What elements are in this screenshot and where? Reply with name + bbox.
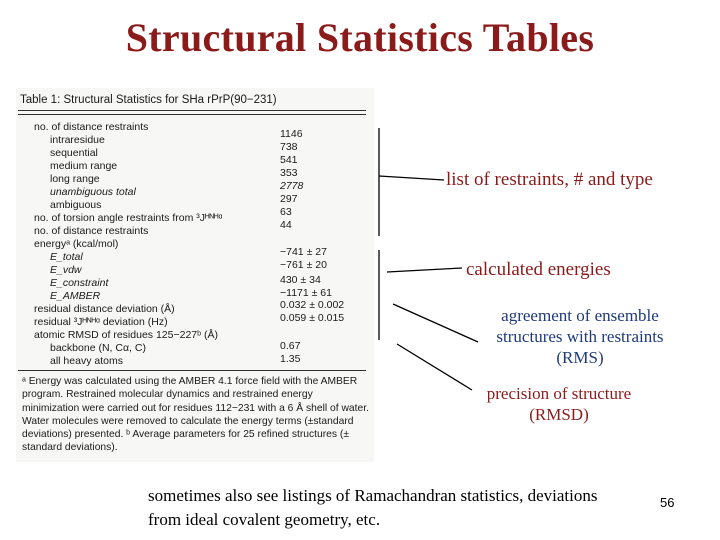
table-row-value: 1.35	[280, 353, 301, 365]
table-row-value: 2778	[280, 180, 304, 192]
agreement-leader-line	[393, 304, 478, 342]
energies-leader-line	[387, 268, 462, 272]
table-row-label: no. of distance restraints	[34, 121, 149, 133]
slide-title: Structural Statistics Tables	[125, 15, 595, 60]
table-row-value: 541	[280, 154, 298, 166]
table-row-label: ambiguous	[50, 199, 102, 211]
table-row-label: no. of torsion angle restraints from ³Jᴴᴺᴴᵅ	[34, 212, 223, 224]
table-row-value: 44	[280, 219, 292, 231]
restraints-leader-line	[379, 176, 444, 180]
table-footnote: ᵃ Energy was calculated using the AMBER 4.1 force field with the AMBER program. Restrained molecular dynamics and restrained energy minimization were carried out for residues 112−231 with a 6 Å shell of water. Water molecules were removed to calculate the energy terms (±standard deviations) presented. ᵇ Average parameters for 25 refined structures (± standard deviations).	[22, 376, 369, 454]
table-row-value: 63	[280, 206, 292, 218]
table-row-value: −1171 ± 61	[280, 287, 332, 299]
table-row-value: 738	[280, 141, 298, 153]
energies-annotation: calculated energies	[466, 259, 611, 280]
table-row-value: −761 ± 20	[280, 259, 327, 271]
table-row-value: 0.032 ± 0.002	[280, 299, 345, 311]
table-row-label: sequential	[50, 147, 98, 159]
table-row-value: 1146	[280, 128, 303, 140]
table-row-value: 0.059 ± 0.015	[280, 312, 345, 324]
table-row-label: medium range	[50, 160, 118, 172]
agreement-annotation: agreement of ensemble structures with restraints (RMS)	[496, 306, 664, 367]
table-row-value: 430 ± 34	[280, 274, 321, 286]
precision-annotation: precision of structure (RMSD)	[486, 384, 632, 424]
table-row-label: E_constraint	[50, 277, 109, 289]
precision-leader-line	[397, 344, 472, 390]
table-row-label: energyᵃ (kcal/mol)	[34, 238, 119, 250]
page-number: 56	[660, 495, 675, 510]
table-row-label: E_total	[50, 251, 83, 263]
table-row-label: residual distance deviation (Å)	[34, 303, 175, 315]
table-row-label: intraresidue	[50, 134, 105, 146]
table-row-value: 297	[280, 193, 298, 205]
table-caption: Table 1: Structural Statistics for SHa rPrP(90−231)	[20, 94, 277, 106]
table-row-label: E_vdw	[50, 264, 82, 276]
table-row-label: unambiguous total	[50, 186, 136, 198]
table-row-label: all heavy atoms	[50, 355, 123, 367]
table-row-label: backbone (N, Cα, C)	[50, 342, 146, 354]
table-row-label: atomic RMSD of residues 125−227ᵇ (Å)	[34, 329, 219, 341]
table-row-label: E_AMBER	[50, 290, 101, 302]
table-row-label: no. of distance restraints	[34, 225, 149, 237]
table-row-value: −741 ± 27	[280, 246, 327, 258]
restraints-annotation: list of restraints, # and type	[446, 169, 653, 190]
table-row-value: 353	[280, 167, 298, 179]
table-row-label: long range	[50, 173, 100, 185]
table-row-value: 0.67	[280, 340, 301, 352]
bottom-note: sometimes also see listings of Ramachandran statistics, deviations from ideal covalent geometry, etc.	[148, 486, 598, 529]
table-row-label: residual ³Jᴴᴺᴴᵅ deviation (Hz)	[34, 316, 168, 328]
